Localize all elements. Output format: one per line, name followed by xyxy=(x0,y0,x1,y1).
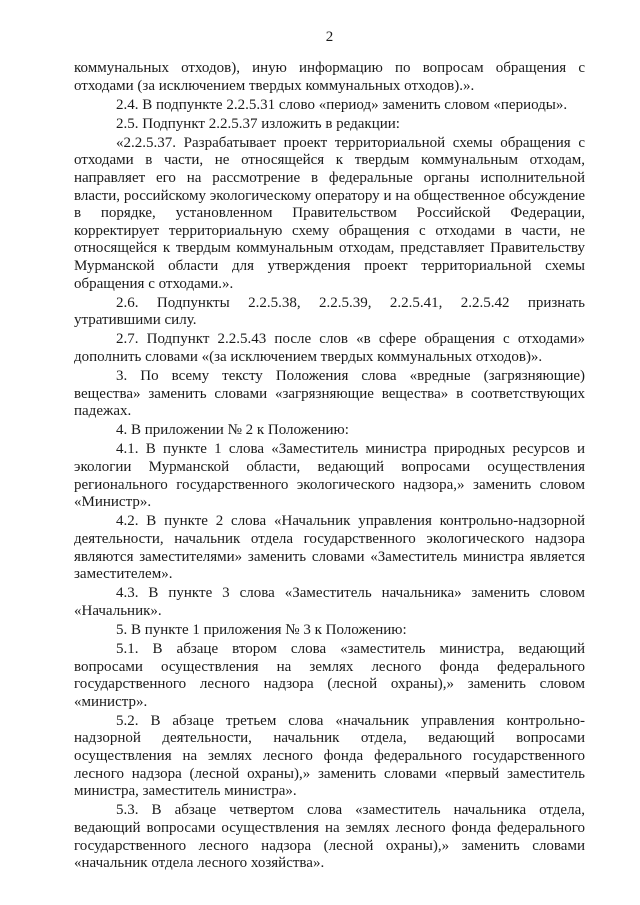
paragraph-5-1: 5.1. В абзаце втором слова «заместитель министра, ведающий вопросами осуществления на землях лесного фонда федерального государственного лесного надзора (лесной охраны),» заменить словом «министр». xyxy=(74,641,585,710)
paragraph-2-5: 2.5. Подпункт 2.2.5.37 изложить в редакции: xyxy=(116,115,400,132)
paragraph-3: 3. По всему тексту Положения слова «вредные (загрязняющие) вещества» заменить словами «загрязняющие вещества» в соответствующих падежах. xyxy=(74,368,585,420)
paragraph-4-1: 4.1. В пункте 1 слова «Заместитель министра природных ресурсов и экологии Мурманской области, ведающий вопросами осуществления регионального государственного экологического надзора,» заменить словом «Министр». xyxy=(74,441,585,511)
paragraph-5-3: 5.3. В абзаце четвертом слова «заместитель начальника отдела, ведающий вопросами осуществления на землях лесного фонда федерального государственного лесного надзора (лесной охраны),» заменить словами «начальник отдела лесного хозяйства». xyxy=(74,802,585,872)
paragraph-2-6: 2.6. Подпункты 2.2.5.38, 2.2.5.39, 2.2.5.41, 2.2.5.42 признать утратившими силу. xyxy=(74,294,585,329)
paragraph-continuation: коммунальных отходов), иную информацию по вопросам обращения с отходами (за исключением твердых коммунальных отходов).». xyxy=(74,60,585,94)
paragraph-4-2: 4.2. В пункте 2 слова «Начальник управления контрольно-надзорной деятельности, начальник отдела государственного экологического надзора являются заместителями» заменить словами «Заместитель министра является заместителем». xyxy=(74,513,585,583)
page-number: 2 xyxy=(325,29,334,45)
paragraph-4: 4. В приложении № 2 к Положению: xyxy=(116,422,349,439)
paragraph-5-2: 5.2. В абзаце третьем слова «начальник управления контрольно-надзорной деятельности, начальник отдела, ведающий вопросами осуществления на землях лесного фонда федерального государственного лесного надзора (лесной охраны),» заменить словами «первый заместитель министра, заместитель министра». xyxy=(74,712,585,800)
paragraph-2-2-5-37: «2.2.5.37. Разрабатывает проект территориальной схемы обращения с отходами в части, не относящейся к твердым коммунальным отходам, направляет его на рассмотрение в федеральные органы исполнительной власти, российскому экологическому оператору и на общественное обсуждение в порядке, установленном Правительством Российской Федерации, корректирует территориальную схему обращения с отходами в части, не относящейся к твердым коммунальным отходам, представляет Правительству Мурманской области для утверждения проект территориальной схемы обращения с отходами.». xyxy=(74,134,585,292)
document-body xyxy=(74,60,585,873)
paragraph-2-7: 2.7. Подпункт 2.2.5.43 после слов «в сфере обращения с отходами» дополнить словами «(за исключением твердых коммунальных отходов)». xyxy=(74,331,585,365)
paragraph-2-4: 2.4. В подпункте 2.2.5.31 слово «период» заменить словом «периоды». xyxy=(116,96,568,113)
paragraph-4-3: 4.3. В пункте 3 слова «Заместитель начальника» заменить словом «Начальник». xyxy=(74,585,585,619)
paragraph-5: 5. В пункте 1 приложения № 3 к Положению: xyxy=(116,621,407,638)
